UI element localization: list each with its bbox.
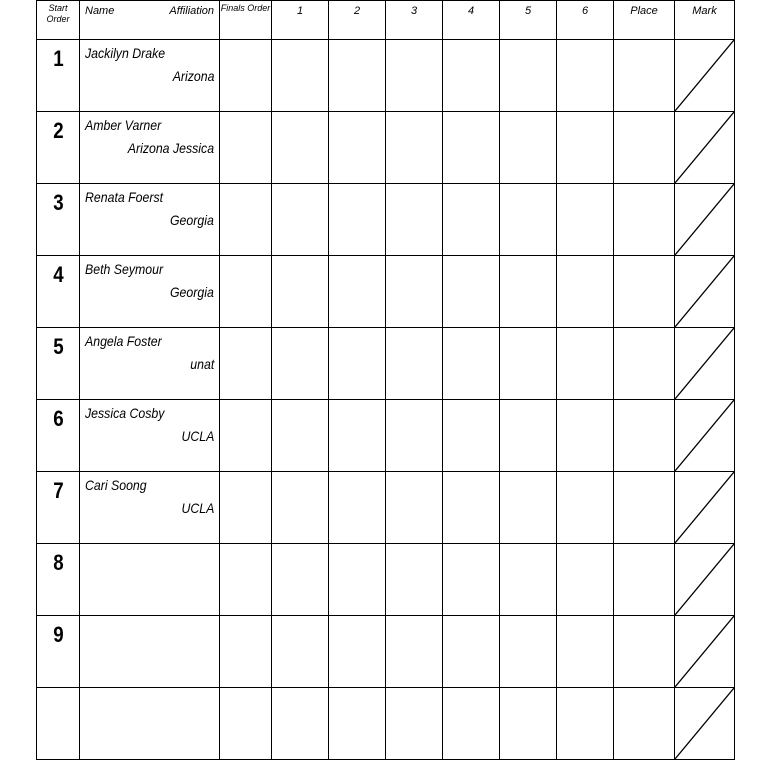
trial-5-cell [500,688,557,760]
athlete-cell [80,616,220,688]
trial-3-cell [386,40,443,112]
table-row [37,112,735,184]
trial-2-header: 2 [329,1,386,40]
start-order-value: 1 [52,46,64,71]
athlete-affiliation: Arizona [172,68,214,84]
place-cell [614,328,675,400]
start-order-cell [40,616,77,688]
trial-3-cell [386,616,443,688]
trial-3-cell [386,112,443,184]
table-row [37,256,735,328]
place-cell [614,184,675,256]
trial-2-cell [329,688,386,760]
start-order-value: 5 [52,334,64,359]
finals-order-label: Finals Order [220,3,271,13]
trial-6-cell [557,616,614,688]
table-row [37,400,735,472]
athlete-cell [80,184,220,256]
start-order-value: 9 [52,622,64,647]
mark-cell [675,688,735,760]
start-order-cell [40,544,77,616]
table-row [37,688,735,760]
place-cell [614,40,675,112]
start-order-cell [40,112,77,184]
trial-2-cell [329,472,386,544]
start-order-value: 7 [52,478,64,503]
start-order-label: Start Order [46,3,70,24]
mark-diagonal-line [675,256,734,327]
trial-4-cell [443,184,500,256]
place-cell [614,688,675,760]
trial-1-cell [272,184,329,256]
trial-5-cell [500,40,557,112]
trial-5-cell [500,544,557,616]
trial-6-cell [557,400,614,472]
mark-diagonal-line [675,472,734,543]
place-cell [614,400,675,472]
start-order-value: 4 [52,262,64,287]
trial-2-cell [329,544,386,616]
place-header: Place [614,1,675,40]
mark-diagonal-line [675,328,734,399]
trial-2-cell [329,184,386,256]
trial-4-cell [443,328,500,400]
trial-5-cell [500,616,557,688]
trial-6-cell [557,328,614,400]
trial-1-cell [272,112,329,184]
athlete-name: Jackilyn Drake [85,45,166,61]
mark-diagonal-line [675,112,734,183]
finals-order-header [220,1,272,40]
finals-order-cell [220,616,272,688]
trial-5-cell [500,472,557,544]
trial-4-header: 4 [443,1,500,40]
trial-3-cell [386,256,443,328]
trial-5-cell [500,256,557,328]
trial-6-cell [557,184,614,256]
trial-2-cell [329,256,386,328]
trial-1-cell [272,328,329,400]
trial-1-header: 1 [272,1,329,40]
trial-5-cell [500,112,557,184]
start-order-cell [40,328,77,400]
finals-order-cell [220,40,272,112]
trial-4-cell [443,688,500,760]
trial-2-cell [329,400,386,472]
trial-4-cell [443,400,500,472]
athlete-name: Renata Foerst [85,189,164,205]
mark-cell [675,328,735,400]
start-order-cell [40,688,77,760]
mark-diagonal-line [675,184,734,255]
trial-2-cell [329,40,386,112]
athlete-cell [80,40,220,112]
finals-order-cell [220,184,272,256]
start-order-value: 3 [52,190,64,215]
start-order-cell [40,256,77,328]
header-row [37,1,735,40]
mark-cell [675,40,735,112]
results-sheet [36,0,734,660]
trial-1-cell [272,688,329,760]
mark-header: Mark [675,1,735,40]
mark-cell [675,184,735,256]
place-cell [614,112,675,184]
trial-1-cell [272,256,329,328]
start-order-cell [40,184,77,256]
start-order-value: 2 [52,118,64,143]
trial-2-cell [329,112,386,184]
trial-4-cell [443,40,500,112]
athlete-cell [80,256,220,328]
trial-4-cell [443,616,500,688]
table-row [37,472,735,544]
trial-5-header: 5 [500,1,557,40]
table-row [37,328,735,400]
trial-4-cell [443,256,500,328]
mark-diagonal-line [675,40,734,111]
place-cell [614,616,675,688]
athlete-affiliation: Georgia [170,212,214,228]
finals-order-cell [220,688,272,760]
mark-diagonal-line [675,544,734,615]
athlete-name: Angela Foster [85,333,162,349]
trial-6-cell [557,688,614,760]
athlete-affiliation: UCLA [181,500,214,516]
start-order-cell [40,472,77,544]
trial-4-cell [443,472,500,544]
mark-diagonal-line [675,400,734,471]
trial-6-header: 6 [557,1,614,40]
finals-order-cell [220,328,272,400]
athlete-cell [80,472,220,544]
trial-6-cell [557,112,614,184]
start-order-cell [40,400,77,472]
start-order-header [37,1,80,40]
athlete-affiliation: unat [190,356,214,372]
trial-3-cell [386,328,443,400]
table-row [37,40,735,112]
trial-1-cell [272,472,329,544]
trial-3-cell [386,184,443,256]
trial-5-cell [500,328,557,400]
finals-order-cell [220,112,272,184]
trial-6-cell [557,256,614,328]
start-order-cell [40,40,77,112]
athlete-cell [80,688,220,760]
trial-3-header: 3 [386,1,443,40]
athlete-name: Cari Soong [85,477,147,493]
athlete-name: Jessica Cosby [85,405,165,421]
finals-order-cell [220,256,272,328]
mark-cell [675,616,735,688]
trial-3-cell [386,472,443,544]
start-order-value: 8 [52,550,64,575]
athlete-name: Amber Varner [85,117,162,133]
place-cell [614,472,675,544]
trial-6-cell [557,40,614,112]
trial-6-cell [557,472,614,544]
mark-cell [675,400,735,472]
mark-diagonal-line [675,616,734,687]
trial-5-cell [500,400,557,472]
table-row [37,184,735,256]
mark-cell [675,256,735,328]
trial-1-cell [272,400,329,472]
trial-3-cell [386,544,443,616]
table-body [37,40,735,760]
trial-3-cell [386,688,443,760]
table-row [37,544,735,616]
trial-1-cell [272,616,329,688]
mark-diagonal-line [675,688,734,759]
name-label: Name [85,5,115,17]
trial-5-cell [500,184,557,256]
trial-2-cell [329,616,386,688]
trial-3-cell [386,400,443,472]
athlete-cell [80,544,220,616]
place-cell [614,544,675,616]
athlete-cell [80,400,220,472]
athlete-affiliation: Arizona Jessica [127,140,214,156]
trial-1-cell [272,40,329,112]
trial-6-cell [557,544,614,616]
athlete-cell [80,112,220,184]
place-cell [614,256,675,328]
name-affiliation-header [80,1,220,40]
athlete-name: Beth Seymour [85,261,164,277]
trial-4-cell [443,544,500,616]
athlete-affiliation: Georgia [170,284,214,300]
mark-cell [675,112,735,184]
trial-1-cell [272,544,329,616]
finals-order-cell [220,544,272,616]
finals-order-cell [220,400,272,472]
table-row [37,616,735,688]
finals-order-cell [220,472,272,544]
trial-2-cell [329,328,386,400]
mark-cell [675,472,735,544]
results-table [36,0,735,760]
start-order-value: 6 [52,406,64,431]
affiliation-label: Affiliation [169,5,214,17]
athlete-affiliation: UCLA [181,428,214,444]
trial-4-cell [443,112,500,184]
mark-cell [675,544,735,616]
athlete-cell [80,328,220,400]
